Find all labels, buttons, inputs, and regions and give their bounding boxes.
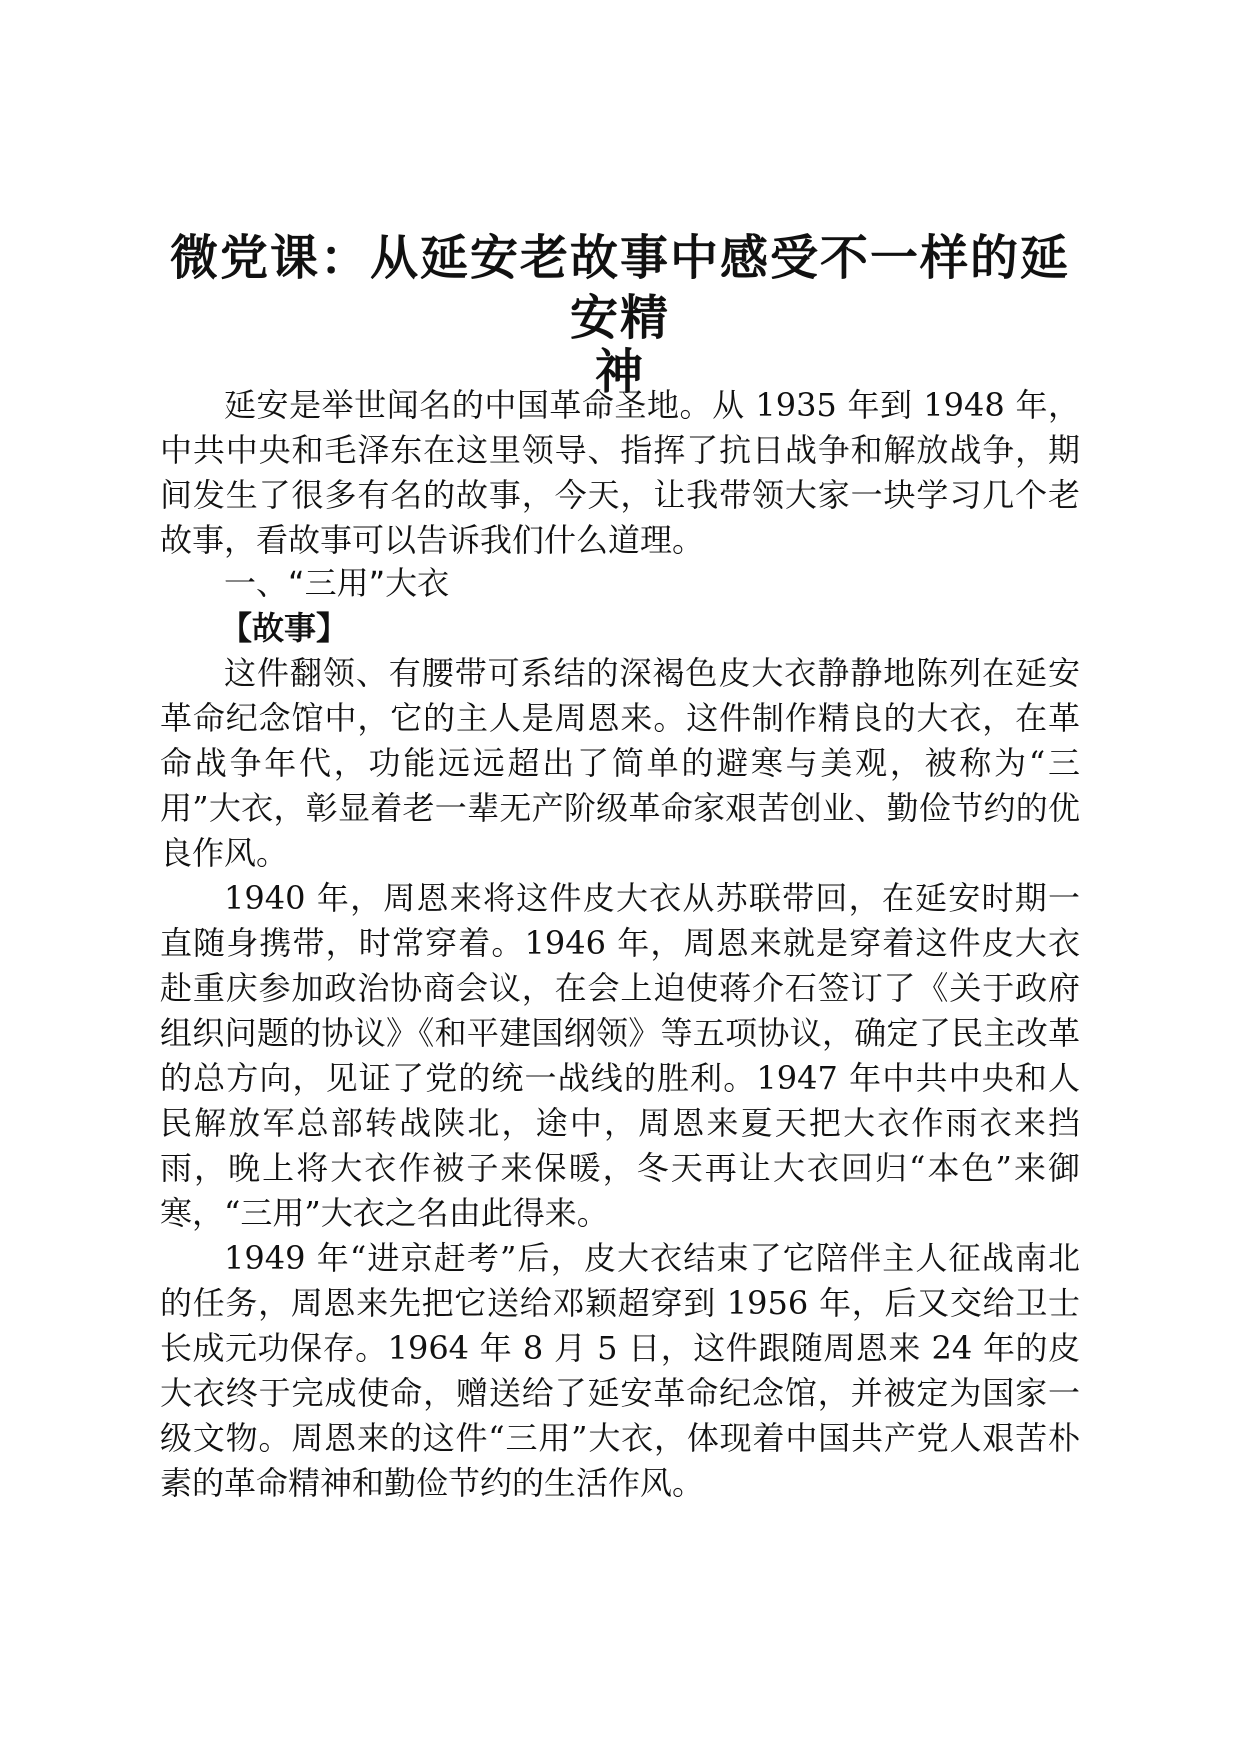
story-paragraph-2: 1940 年，周恩来将这件皮大衣从苏联带回，在延安时期一直随身携带，时常穿着。1946 年，周恩来就是穿着这件皮大衣赴重庆参加政治协商会议，在会上迫使蒋介石签订了《关于政府组织问题的协议》《和平建国纲领》等五项协议，确定了民主改革的总方向，见证了党的统一战线的胜利。1947 年中共中央和人民解放军总部转战陕北，途中，周恩来夏天把大衣作雨衣来挡雨，晚上将大衣作被子来保暖，冬天再让大衣回归“本色”来御寒，“三用”大衣之名由此得来。 [160,879,1080,1232]
section-heading: 一、“三用”大衣 [224,564,450,602]
story-label: 【故事】 [220,609,349,647]
document-title-line-1: 微党课：从延安老故事中感受不一样的延安精 [169,230,1070,346]
intro-paragraph: 延安是举世闻名的中国革命圣地。从 1935 年到 1948 年，中共中央和毛泽东在这里领导、指挥了抗日战争和解放战争，期间发生了很多有名的故事，今天，让我带领大家一块学习几个老故事，看故事可以告诉我们什么道理。 [160,386,1080,559]
story-paragraph-1: 这件翻领、有腰带可系结的深褐色皮大衣静静地陈列在延安革命纪念馆中，它的主人是周恩来。这件制作精良的大衣，在革命战争年代，功能远远超出了简单的避寒与美观，被称为“三用”大衣，彰显着老一辈无产阶级革命家艰苦创业、勤俭节约的优良作风。 [160,654,1080,872]
story-paragraph-3: 1949 年“进京赶考”后，皮大衣结束了它陪伴主人征战南北的任务，周恩来先把它送给邓颖超穿到 1956 年，后又交给卫士长成元功保存。1964 年 8 月 5 日，这件跟随周恩来 24 年的皮大衣终于完成使命，赠送给了延安革命纪念馆，并被定为国家一级文物。周恩来的这件“三用”大衣，体现着中国共产党人艰苦朴素的革命精神和勤俭节约的生活作风。 [160,1239,1080,1502]
document-title-line-2: 神 [594,344,645,400]
